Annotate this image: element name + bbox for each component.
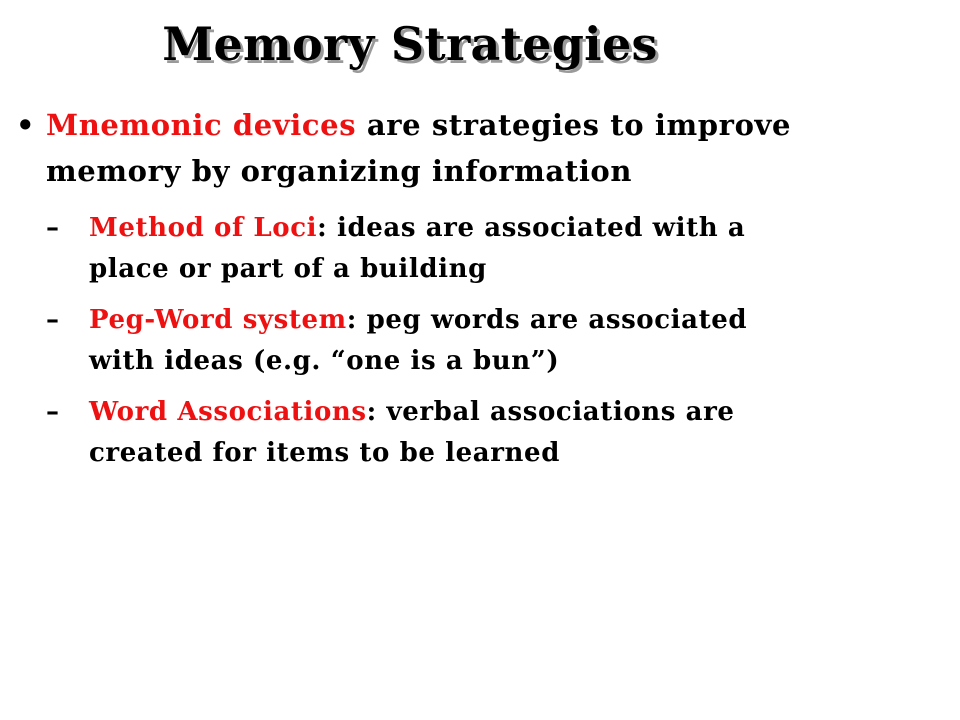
bullet-mnemonic-devices (16, 102, 816, 194)
subitem-marker: – (46, 397, 60, 427)
subitem-marker: – (46, 305, 60, 335)
slide-title: Memory Strategies (162, 17, 658, 71)
term-word-associations: Word Associations (89, 397, 367, 427)
subitem-text: : peg words are associated with ideas (e.g. “one is a bun”) (89, 305, 748, 376)
subitem-method-of-loci (16, 208, 816, 290)
term-method-of-loci: Method of Loci (89, 213, 318, 243)
term-peg-word-system: Peg-Word system (89, 305, 347, 335)
subitem-text: : ideas are associated with a place or part of a building (89, 213, 746, 284)
subitem-text: : verbal associations are created for items to be learned (89, 397, 735, 468)
term-mnemonic-devices: Mnemonic devices (46, 108, 357, 142)
subitem-peg-word-system (16, 300, 816, 382)
slide-body (16, 102, 816, 474)
bullet-marker: • (16, 108, 36, 142)
subitem-word-associations (16, 392, 816, 474)
subitem-marker: – (46, 213, 60, 243)
bullet-text: are strategies to improve memory by organizing information (46, 108, 792, 188)
